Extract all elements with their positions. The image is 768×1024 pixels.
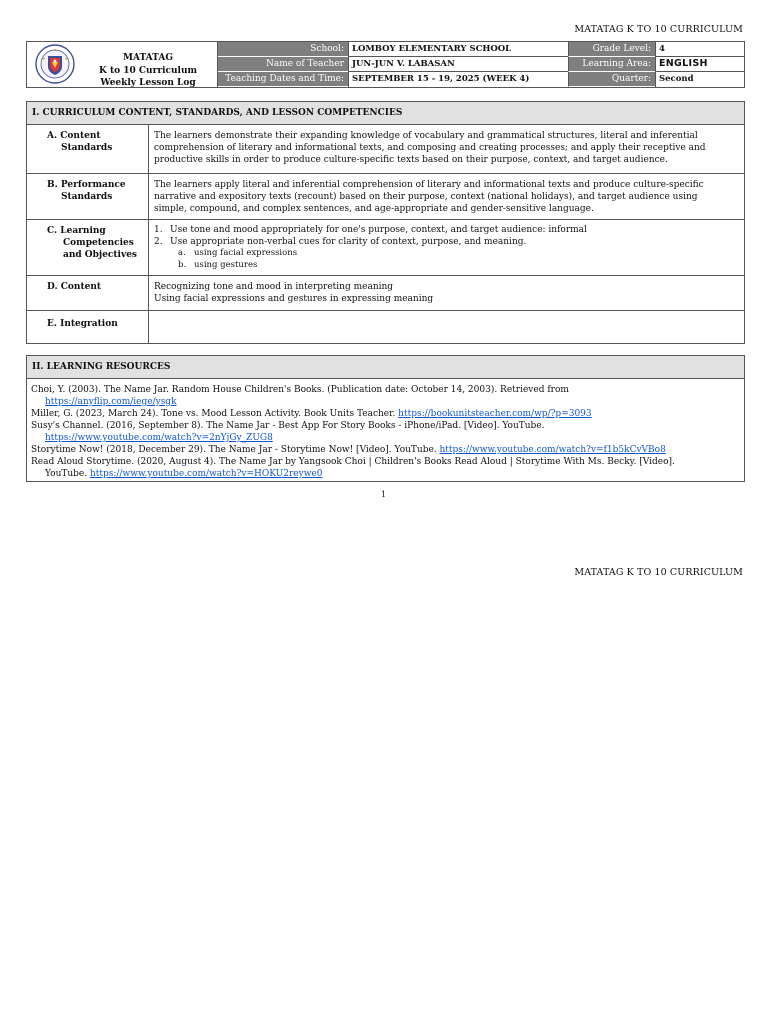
- reference-line: [31, 432, 743, 444]
- row-label: [27, 125, 149, 173]
- competencies-row: [27, 220, 744, 276]
- quarter-label: Quarter:: [568, 72, 655, 87]
- deped-seal-icon: [35, 44, 75, 84]
- row-label: [27, 174, 149, 219]
- list-number: 2.: [154, 237, 163, 247]
- header-row-school: [218, 42, 745, 57]
- row-label: [27, 276, 149, 310]
- teacher-value: JUN-JUN V. LABASAN: [348, 57, 568, 72]
- reference-text: Miller, G. (2023, March 24). Tone vs. Mood Lesson Activity. Book Units Teacher.: [31, 409, 399, 419]
- row-label-line: and Objectives: [63, 250, 137, 260]
- list-number: a.: [178, 248, 186, 258]
- page-number: 1: [381, 490, 387, 499]
- list-number: 1.: [154, 225, 163, 235]
- logo-cell: [27, 42, 218, 87]
- learning-area-label: Learning Area:: [568, 57, 655, 72]
- dates-value: SEPTEMBER 15 - 19, 2025 (WEEK 4): [348, 72, 568, 87]
- text-line: simple, compound, and complex sentences, and age-appropriate and gender-sensitive language.: [154, 204, 594, 214]
- list-item: [154, 224, 740, 236]
- sub-list-item: [154, 248, 740, 260]
- learning-area-value: ENGLISH: [655, 57, 745, 72]
- reference-line: [31, 420, 743, 432]
- row-label-line: D. Content: [47, 282, 102, 292]
- grade-level-value: 4: [655, 42, 745, 57]
- competencies-list: [154, 224, 740, 271]
- text-line: Recognizing tone and mood in interpreting meaning: [154, 282, 394, 292]
- row-label-line: Competencies: [63, 238, 134, 248]
- reference-link[interactable]: https://www.youtube.com/watch?v=HOKU2reywe0: [89, 469, 323, 479]
- lesson-log-header-table: [26, 41, 745, 88]
- list-text: Use tone and mood appropriately for one's purpose, context, and target audience: informal: [170, 225, 587, 235]
- performance-standards-row: [27, 174, 744, 220]
- reference-line: [31, 456, 743, 468]
- row-label: [27, 311, 149, 343]
- grade-level-label: Grade Level:: [568, 42, 655, 57]
- text-line: The learners apply literal and inferential comprehension of literary and informational texts and produce culture-specific: [154, 180, 704, 190]
- curriculum-section: [26, 101, 745, 344]
- running-header: MATATAG K TO 10 CURRICULUM: [574, 567, 743, 578]
- teacher-label: Name of Teacher: [218, 57, 348, 72]
- list-text: using facial expressions: [194, 248, 298, 258]
- reference-list: [31, 384, 743, 480]
- reference-link[interactable]: https://www.youtube.com/watch?v=2nYjGy_ZUG8: [45, 433, 273, 443]
- quarter-value: Second: [655, 72, 745, 87]
- dates-label: Teaching Dates and Time:: [218, 72, 348, 87]
- row-label-line: Standards: [61, 192, 113, 202]
- row-label-line: B. Performance: [47, 180, 126, 190]
- content-standards-row: [27, 125, 744, 174]
- row-label-line: A. Content: [47, 131, 101, 141]
- log-title-line: MATATAG: [122, 53, 174, 63]
- text-line: narrative and expository texts (recount) based on their purpose, context (national holidays), and target audience using: [154, 192, 698, 202]
- reference-line: [31, 384, 743, 396]
- content-row: [27, 276, 744, 311]
- reference-link[interactable]: https://bookunitsteacher.com/wp/?p=3093: [398, 409, 592, 419]
- header-row-teacher: [218, 57, 745, 72]
- section-title: I. CURRICULUM CONTENT, STANDARDS, AND LESSON COMPETENCIES: [27, 102, 744, 125]
- running-header: MATATAG K TO 10 CURRICULUM: [574, 24, 743, 35]
- reference-text: Storytime Now! (2018, December 29). The Name Jar - Storytime Now! [Video]. YouTube.: [31, 445, 440, 455]
- row-label-line: Standards: [61, 143, 113, 153]
- row-label: [27, 220, 149, 275]
- reference-link[interactable]: https://anyflip.com/iege/ysgk: [45, 397, 177, 407]
- list-text: Use appropriate non-verbal cues for clarity of context, purpose, and meaning.: [170, 237, 527, 247]
- reference-link[interactable]: https://www.youtube.com/watch?v=f1b5kCvVBo8: [439, 445, 666, 455]
- text-line: The learners demonstrate their expanding knowledge of vocabulary and grammatical structures, literal and inferential: [154, 131, 698, 141]
- text-line: Using facial expressions and gestures in expressing meaning: [154, 294, 434, 304]
- performance-standards-text: [154, 179, 740, 215]
- row-label-line: C. Learning: [47, 226, 106, 236]
- reference-line: [31, 468, 743, 480]
- list-number: b.: [178, 259, 187, 270]
- section-title: II. LEARNING RESOURCES: [27, 356, 744, 379]
- text-line: comprehension of literary and informational texts, and composing and creating processes; and apply their receptive and: [154, 143, 706, 153]
- integration-row: [27, 311, 744, 343]
- text-line: productive skills in order to produce culture-specific texts based on their purpose, context, and target audience.: [154, 155, 668, 165]
- reference-line: [31, 408, 743, 420]
- header-row-dates: [218, 72, 745, 87]
- list-text: using gestures: [194, 259, 258, 270]
- school-label: School:: [218, 42, 348, 57]
- list-item: [154, 236, 740, 248]
- row-label-line: E. Integration: [47, 319, 118, 329]
- log-title: [82, 52, 214, 90]
- sub-list-item: [154, 260, 740, 272]
- content-standards-text: [154, 130, 740, 166]
- log-title-line: Weekly Lesson Log: [100, 78, 196, 88]
- learning-resources-section: [26, 355, 745, 482]
- reference-text: Susy's Channel. (2016, September 8). The Name Jar - Best App For Story Books - iPhone/iPad. [Video]. YouTube.: [31, 421, 545, 431]
- reference-text: YouTube.: [45, 469, 90, 479]
- reference-text: Read Aloud Storytime. (2020, August 4). The Name Jar by Yangsook Choi | Children's Books Read Aloud | Storytime With Ms. Becky. [Video].: [31, 457, 675, 467]
- reference-line: [31, 396, 743, 408]
- reference-text: Choi, Y. (2003). The Name Jar. Random House Children's Books. (Publication date: October 14, 2003). Retrieved from: [31, 385, 569, 395]
- log-title-line: K to 10 Curriculum: [98, 65, 198, 76]
- reference-line: [31, 444, 743, 456]
- school-value: LOMBOY ELEMENTARY SCHOOL: [348, 42, 568, 57]
- content-text: [154, 281, 740, 305]
